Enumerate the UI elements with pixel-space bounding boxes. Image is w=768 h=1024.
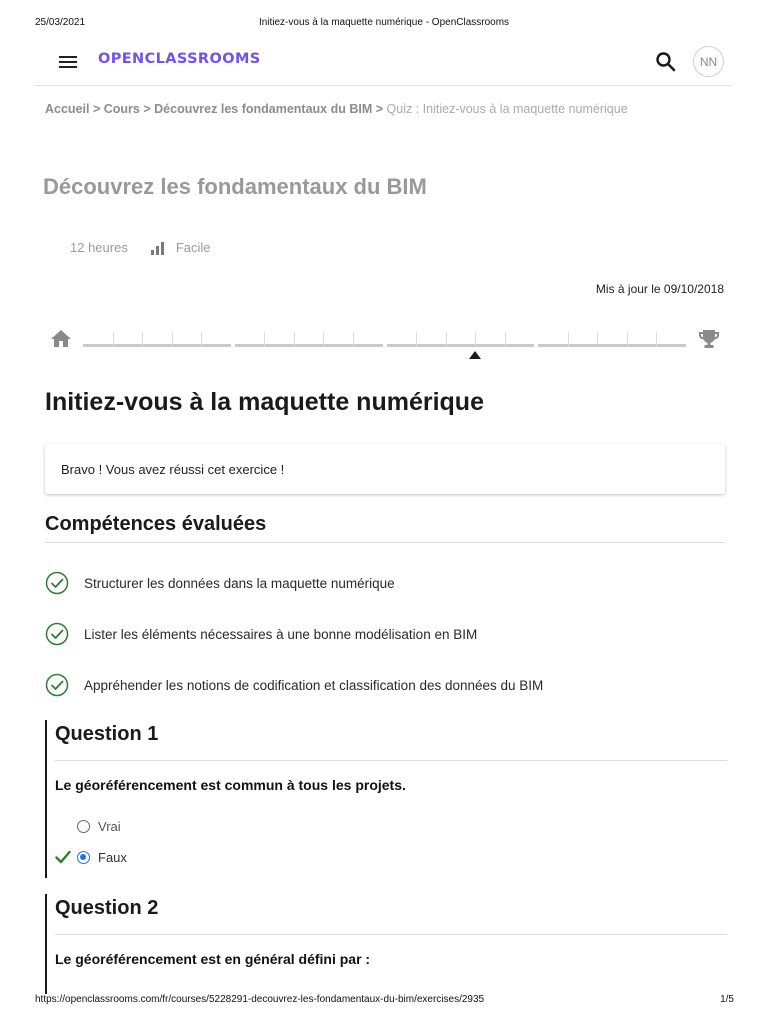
top-navigation-bar — [34, 42, 732, 86]
question-prompt: Le géoréférencement est commun à tous les projets. — [55, 777, 406, 793]
breadcrumb-separator: > — [92, 102, 101, 116]
answer-option-faux[interactable] — [77, 849, 127, 865]
skill-label: Appréhender les notions de codification et classification des données du BIM — [84, 677, 544, 693]
progress-tick[interactable] — [142, 332, 143, 346]
current-position-marker — [469, 351, 481, 359]
print-document-title: Initiez-vous à la maquette numérique - OpenClassrooms — [258, 17, 510, 28]
question-block — [45, 720, 725, 878]
progress-tick[interactable] — [656, 332, 657, 346]
answer-option-vrai[interactable] — [77, 818, 121, 834]
breadcrumb-separator: > — [375, 102, 384, 116]
progress-tick[interactable] — [201, 332, 202, 346]
progress-tick[interactable] — [446, 332, 447, 346]
print-page-number: 1/5 — [720, 994, 734, 1005]
skill-label: Lister les éléments nécessaires à une bonne modélisation en BIM — [84, 626, 478, 642]
skills-heading: Compétences évaluées — [45, 513, 267, 535]
trophy-icon[interactable] — [698, 328, 720, 350]
check-circle-icon — [45, 622, 69, 646]
course-level — [150, 240, 211, 255]
answer-label: Faux — [98, 849, 127, 865]
progress-segment[interactable] — [235, 344, 383, 347]
progress-tick[interactable] — [568, 332, 569, 346]
progress-tick[interactable] — [113, 332, 114, 346]
question-prompt: Le géoréférencement est en général défini par : — [55, 951, 371, 967]
breadcrumb-separator: > — [143, 102, 151, 116]
updated-date: Mis à jour le 09/10/2018 — [595, 282, 724, 296]
progress-segment[interactable] — [387, 344, 535, 347]
divider — [45, 542, 725, 543]
question-title: Question 1 — [55, 723, 159, 745]
skill-item — [45, 571, 395, 595]
course-progress-timeline — [50, 326, 720, 360]
user-avatar[interactable]: NN — [693, 46, 724, 77]
progress-segment[interactable] — [538, 344, 686, 347]
hamburger-menu-icon[interactable] — [59, 53, 79, 69]
progress-tick[interactable] — [597, 332, 598, 346]
course-title[interactable]: Découvrez les fondamentaux du BIM — [43, 174, 427, 199]
print-url: https://openclassrooms.com/fr/courses/5228291-decouvrez-les-fondamentaux-du-bim/exercises/2935 — [35, 994, 485, 1005]
print-footer — [0, 994, 768, 1008]
breadcrumb — [45, 102, 628, 116]
skill-label: Structurer les données dans la maquette numérique — [84, 575, 395, 591]
search-icon[interactable] — [654, 50, 678, 74]
progress-tick[interactable] — [294, 332, 295, 346]
progress-tick[interactable] — [627, 332, 628, 346]
openclassrooms-logo[interactable]: OPENCLASSROOMS — [98, 51, 261, 67]
skill-item — [45, 622, 477, 646]
course-level-label: Facile — [175, 240, 211, 255]
radio-button[interactable] — [77, 820, 90, 833]
course-duration: 12 heures — [70, 240, 128, 255]
skill-item — [45, 673, 543, 697]
progress-tick[interactable] — [353, 332, 354, 346]
course-meta — [70, 240, 211, 255]
divider — [55, 760, 727, 761]
check-circle-icon — [45, 571, 69, 595]
quiz-title: Initiez-vous à la maquette numérique — [45, 388, 484, 416]
progress-tick[interactable] — [264, 332, 265, 346]
print-date: 25/03/2021 — [35, 17, 86, 28]
radio-button-selected[interactable] — [77, 851, 90, 864]
progress-tick[interactable] — [505, 332, 506, 346]
difficulty-bars-icon — [150, 241, 166, 255]
breadcrumb-course-link[interactable]: Découvrez les fondamentaux du BIM — [154, 102, 373, 116]
progress-segment[interactable] — [83, 344, 231, 347]
progress-tick[interactable] — [475, 332, 476, 346]
check-circle-icon — [45, 673, 69, 697]
progress-tick[interactable] — [172, 332, 173, 346]
progress-tick[interactable] — [416, 332, 417, 346]
result-message: Bravo ! Vous avez réussi cet exercice ! — [61, 462, 285, 477]
print-header — [0, 17, 768, 31]
question-title: Question 2 — [55, 897, 159, 919]
home-icon[interactable] — [50, 328, 72, 348]
result-message-box — [45, 444, 725, 494]
breadcrumb-current: Quiz : Initiez-vous à la maquette numérique — [386, 102, 628, 116]
question-block — [45, 894, 725, 994]
divider — [55, 934, 727, 935]
answer-label: Vrai — [98, 818, 121, 834]
progress-tick[interactable] — [323, 332, 324, 346]
breadcrumb-courses-link[interactable]: Cours — [103, 102, 140, 116]
correct-answer-check-icon — [55, 850, 71, 864]
breadcrumb-home-link[interactable]: Accueil — [45, 102, 90, 116]
